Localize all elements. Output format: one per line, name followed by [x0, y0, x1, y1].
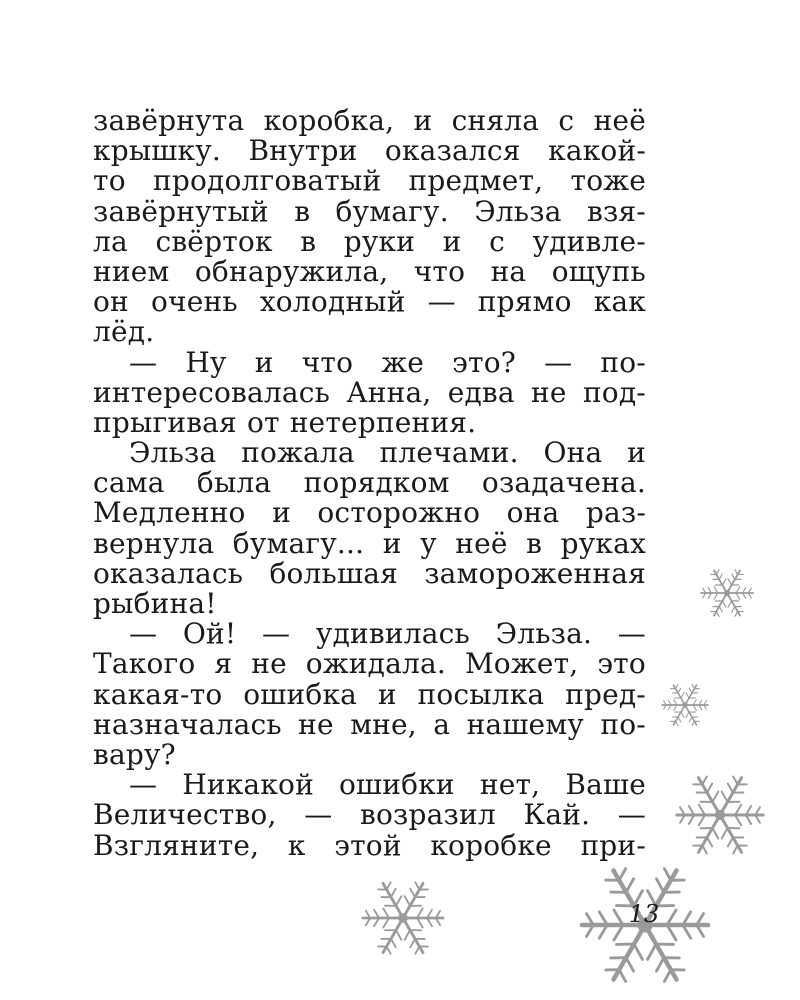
word: — — [129, 617, 158, 651]
word: оказалась — [93, 556, 244, 590]
word: неё — [593, 104, 646, 137]
word: это? — [452, 345, 516, 379]
word: при- — [580, 828, 646, 862]
word: очень — [150, 285, 238, 319]
word: Эльза. — [495, 617, 593, 651]
word: возразил — [360, 798, 496, 832]
text-line — [93, 468, 646, 498]
word: в — [526, 526, 543, 560]
word: порядком — [303, 466, 450, 500]
word: назначалась — [93, 707, 282, 741]
word: ожидала. — [305, 647, 446, 681]
word: вару? — [93, 737, 176, 771]
word: и — [382, 526, 402, 560]
word: — — [129, 768, 158, 802]
word: какая-то — [93, 677, 223, 711]
word: коробка, — [263, 104, 395, 137]
word: у — [420, 526, 437, 560]
word: что — [301, 345, 354, 379]
word: и — [272, 496, 291, 530]
word: удивилась — [315, 617, 470, 651]
word: и — [413, 104, 433, 137]
word: руках — [560, 526, 646, 560]
word: осторожно — [317, 496, 481, 530]
text-line — [93, 707, 646, 741]
word: и — [377, 677, 397, 711]
word: лёд. — [93, 315, 155, 349]
text-line — [93, 106, 646, 136]
text-line — [93, 800, 646, 830]
word: плечами. — [379, 436, 519, 470]
word: Кай. — [523, 798, 591, 832]
text-line — [93, 649, 646, 679]
text-line — [93, 677, 646, 711]
text-line — [93, 556, 646, 590]
word: — — [617, 798, 646, 832]
word: под- — [582, 375, 646, 409]
word: Ну — [185, 345, 227, 379]
word: — — [304, 798, 333, 832]
word: Величество, — [93, 798, 277, 832]
word: а — [433, 707, 451, 741]
text-line — [93, 317, 646, 347]
word: была — [196, 466, 272, 500]
word: обнаружила, — [194, 254, 389, 288]
word: с — [489, 224, 505, 258]
word: в — [294, 194, 311, 228]
word: вернула — [93, 526, 215, 560]
word: нием — [93, 254, 170, 288]
word: — — [129, 345, 158, 379]
word: нетерпения. — [289, 405, 477, 439]
word: предмет, — [408, 164, 544, 198]
word: Такого — [93, 647, 196, 681]
text-line — [93, 224, 646, 258]
word: ошибки — [339, 768, 455, 802]
word: какой- — [548, 134, 646, 168]
text-line — [93, 498, 646, 528]
word: взя- — [587, 194, 646, 228]
text-line — [93, 166, 646, 196]
word: — — [262, 617, 291, 651]
word: с — [558, 104, 575, 137]
word: по- — [600, 345, 646, 379]
text-line — [93, 828, 646, 862]
word: озадачена. — [481, 466, 646, 500]
word: завёрнутый — [93, 194, 269, 228]
word: Никакой — [182, 768, 314, 802]
word: завёрнута — [93, 104, 245, 137]
word: — — [544, 345, 573, 379]
word: не — [251, 647, 287, 681]
word: Ой! — [182, 617, 237, 651]
word: ла — [93, 224, 128, 258]
word: неё — [455, 526, 508, 560]
word: тоже — [570, 164, 646, 198]
text-line — [93, 589, 646, 619]
word: продолговатый — [152, 164, 382, 198]
word: едва — [447, 375, 515, 409]
word: ошибка — [243, 677, 358, 711]
word: Эльза — [474, 194, 562, 228]
word: что — [413, 254, 466, 288]
word: и — [627, 436, 646, 470]
word: я — [214, 647, 233, 681]
word: Эльза — [129, 436, 217, 470]
word: и — [442, 224, 462, 258]
text-line — [93, 526, 646, 560]
word: бумагу. — [335, 194, 449, 228]
word: — — [427, 285, 456, 319]
word: он — [93, 285, 129, 319]
word: раз- — [585, 496, 646, 530]
word: нашему — [466, 707, 584, 741]
word: интересовалась — [93, 375, 331, 409]
text-line — [93, 405, 646, 439]
word: не — [298, 707, 334, 741]
word: прыгивая — [93, 405, 237, 439]
word: нет, — [479, 768, 541, 802]
word: — — [617, 617, 646, 651]
word: в — [300, 224, 317, 258]
word: Может, — [464, 647, 579, 681]
text-line — [93, 345, 646, 379]
word: крышку. — [93, 134, 222, 168]
word: пред- — [565, 677, 646, 711]
word: Внутри — [248, 134, 358, 168]
word: свёрток — [155, 224, 273, 258]
word: ощупь — [551, 254, 646, 288]
word: она — [506, 496, 560, 530]
word: оказался — [384, 134, 521, 168]
word: этой — [334, 828, 402, 862]
text-line — [93, 375, 646, 409]
word: прямо — [477, 285, 572, 319]
word: сняла — [451, 104, 540, 137]
snowflake-icon — [348, 876, 458, 960]
word: пожала — [241, 436, 355, 470]
word: на — [490, 254, 527, 288]
word: большая — [269, 556, 398, 590]
word: Анна, — [346, 375, 432, 409]
snowflake-icon — [670, 770, 770, 860]
word: как — [593, 285, 646, 319]
word: от — [246, 405, 280, 439]
word: удивле- — [532, 224, 646, 258]
word: это — [597, 647, 646, 681]
text-line — [93, 438, 646, 468]
word: по- — [600, 707, 646, 741]
text-line — [93, 619, 646, 649]
text-line — [93, 737, 646, 771]
word: бумагу... — [232, 526, 365, 560]
text-line — [93, 287, 646, 317]
word: рыбина! — [93, 587, 217, 620]
word: Она — [543, 436, 603, 470]
word: сама — [93, 466, 165, 500]
word: замороженная — [424, 556, 646, 590]
text-line — [93, 770, 646, 800]
text-line — [93, 136, 646, 166]
word: к — [287, 828, 306, 862]
page-number: 13 — [628, 900, 660, 928]
body-text — [93, 106, 646, 861]
word: же — [381, 345, 425, 379]
word: мне, — [350, 707, 417, 741]
word: Взгляните, — [93, 828, 260, 862]
word: то — [93, 164, 126, 198]
word: руки — [343, 224, 416, 258]
text-line — [93, 254, 646, 288]
text-line — [93, 194, 646, 228]
word: и — [254, 345, 274, 379]
word: Ваше — [565, 768, 646, 802]
word: посылка — [417, 677, 545, 711]
snowflake-icon — [692, 565, 762, 621]
snowflake-icon — [660, 680, 710, 730]
word: Медленно — [93, 496, 246, 530]
word: коробке — [430, 828, 552, 862]
word: не — [531, 375, 567, 409]
word: холодный — [259, 285, 406, 319]
